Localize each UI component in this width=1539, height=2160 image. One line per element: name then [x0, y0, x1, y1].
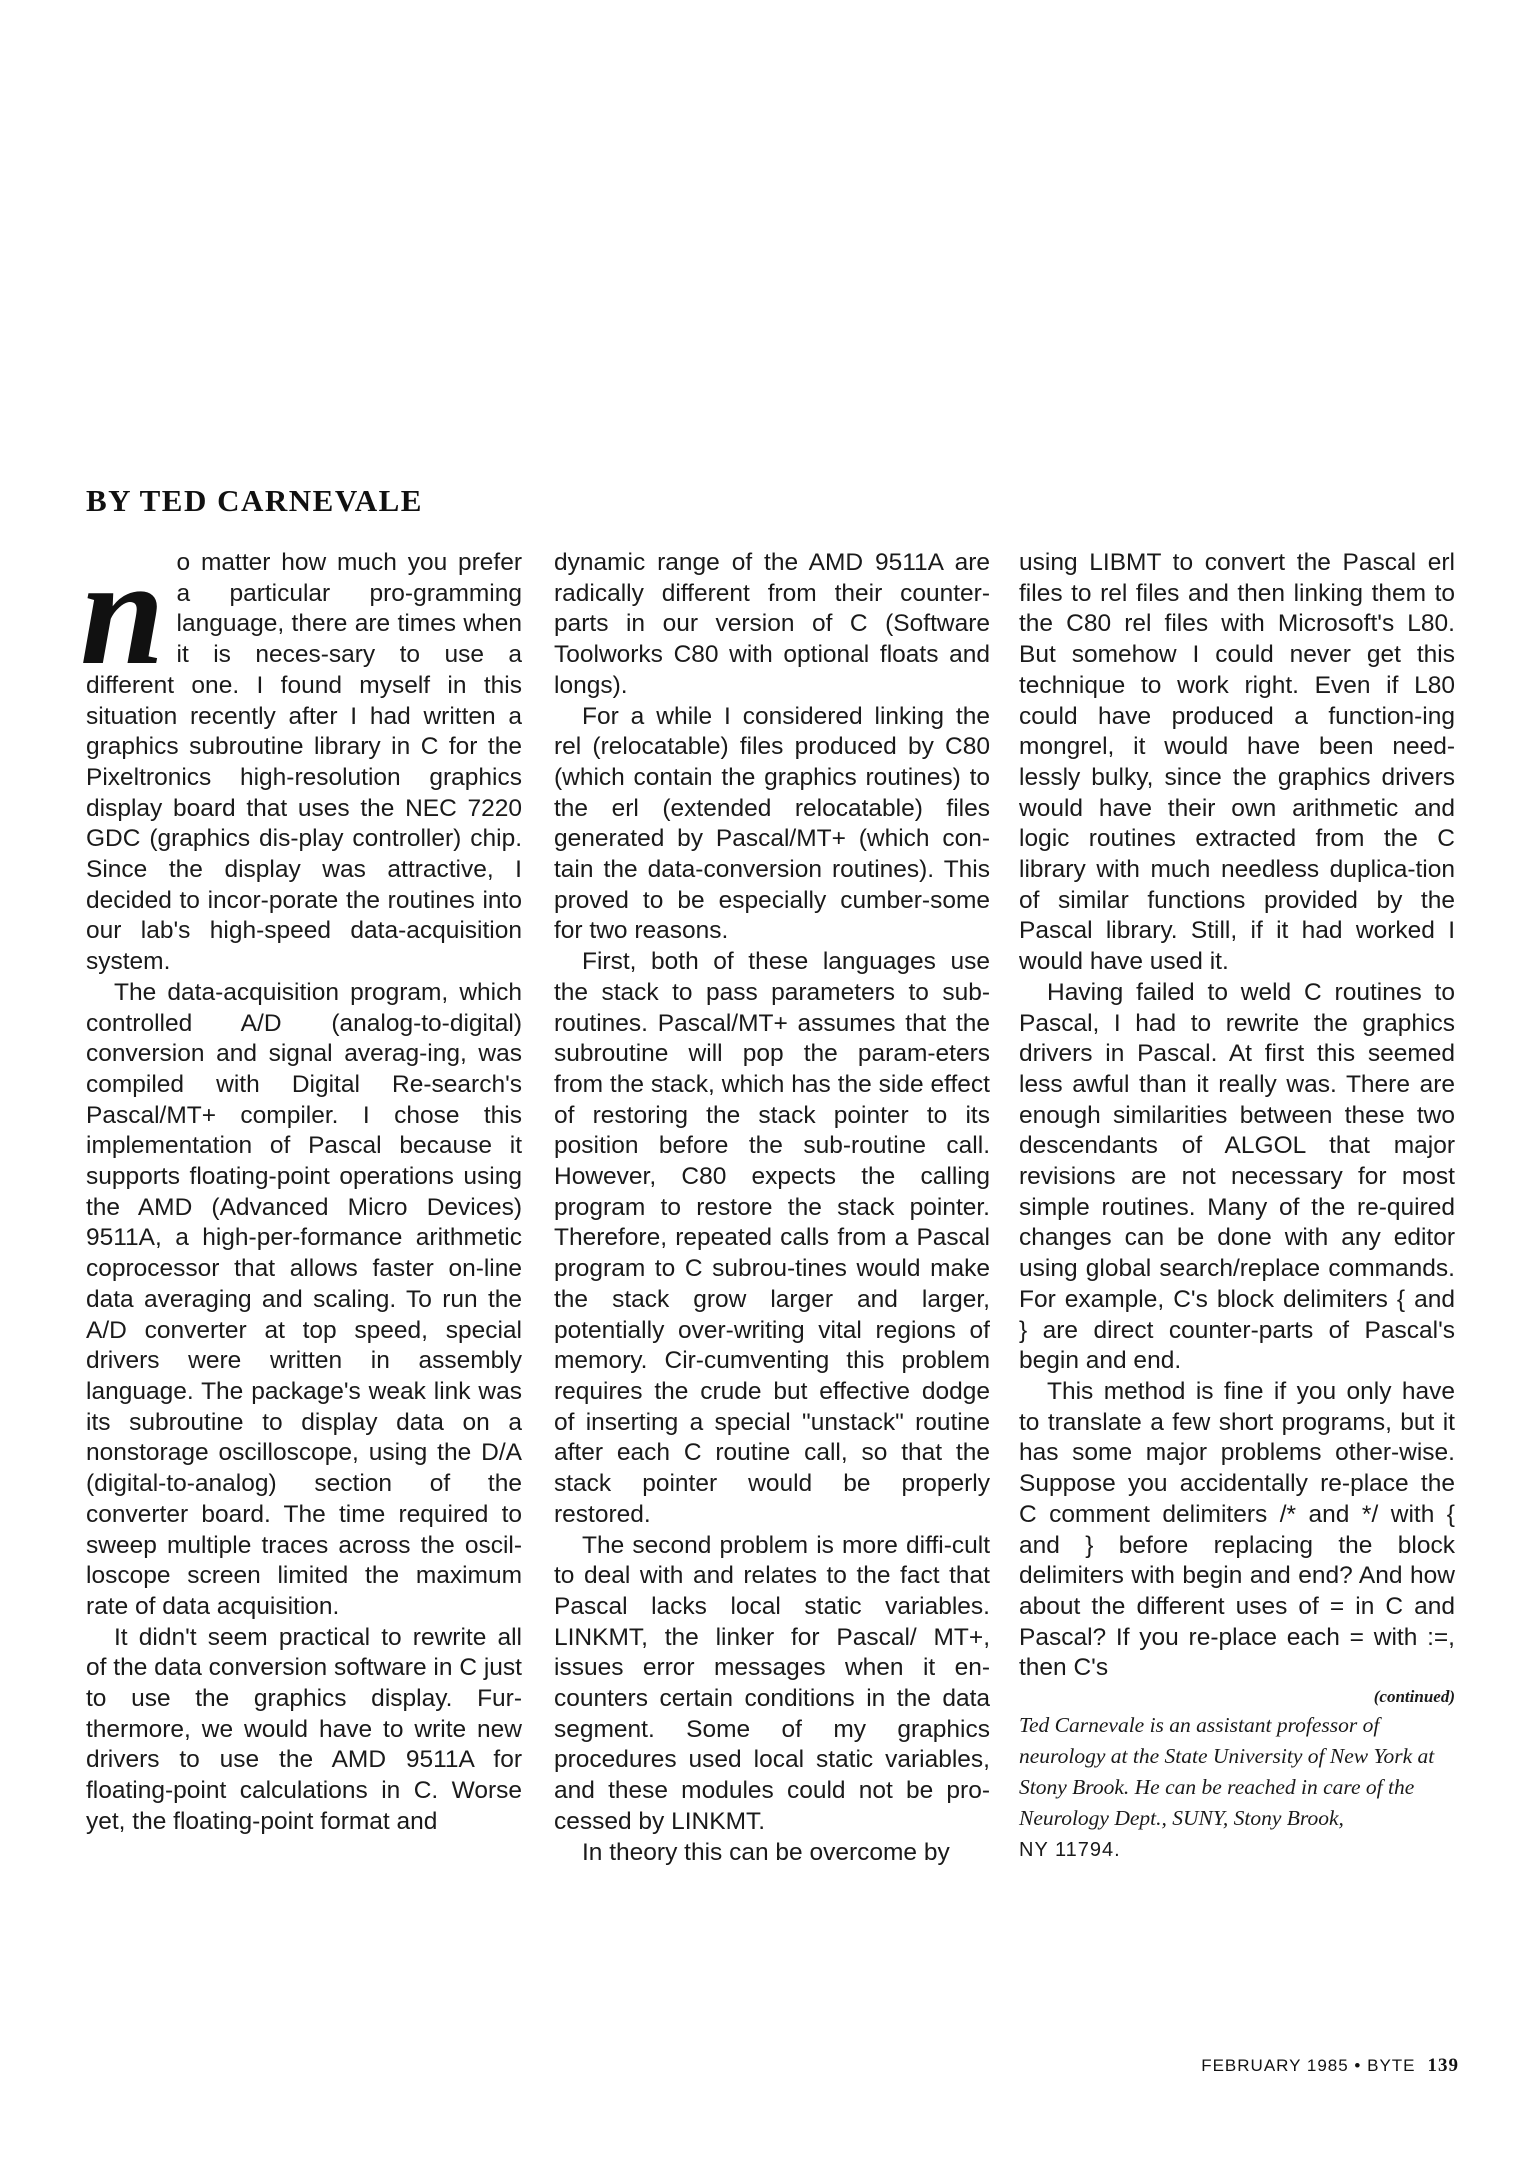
- paragraph-text: o matter how much you prefer a particular pro-gramming language, there are times when it is neces-sary to use a different one. I found myself in this situation recently after I had written a graphics subroutine library in C for the Pixeltronics high-resolution graphics display board that uses the NEC 7220 GDC (graphics dis-play controller) chip. Since the display was attractive, I decided to incor-porate the routines into our lab's high-speed data-acquisition system.: [86, 549, 522, 976]
- drop-cap: n: [80, 528, 165, 696]
- paragraph: The second problem is more diffi-cult to deal with and relates to the fact that Pascal lacks local static variables. LINKMT, the linker for Pascal/ MT+, issues error messages when it en-counters certain conditions in the data segment. Some of my graphics procedures used local static variables, and these modules could not be pro-cessed by LINKMT.: [554, 1531, 990, 1835]
- page-number: 139: [1427, 2055, 1459, 2076]
- article-column-3: [1019, 548, 1455, 1866]
- author-bio: [1019, 1710, 1455, 1866]
- article-column-2: [554, 548, 990, 1868]
- continued-note: (continued): [1373, 1687, 1455, 1707]
- paragraph: [80, 528, 522, 978]
- paragraph: using LIBMT to convert the Pascal erl files to rel files and then linking them to the C80 rel files with Microsoft's L80. But somehow I could never get this technique to work right. Even if L80 could have produced a function-ing mongrel, it would have been need-lessly bulky, since the graphics drivers would have their own arithmetic and logic routines extracted from the C library with much needless duplica-tion of similar functions provided by the Pascal library. Still, if it had worked I would have used it.: [1019, 549, 1455, 976]
- article-column-1: [80, 528, 522, 1838]
- paragraph: It didn't seem practical to rewrite all of the data conversion software in C just to use the graphics display. Fur-thermore, we would have to write new drivers to use the AMD 9511A for floating-point calculations in C. Worse yet, the floating-point format and: [86, 1623, 522, 1835]
- author-bio-text: Ted Carnevale is an assistant professor of neurology at the State University of New York at Stony Brook. He can be reached in care of the Neurology Dept., SUNY, Stony Brook,: [1019, 1713, 1435, 1831]
- paragraph: First, both of these languages use the stack to pass parameters to sub-routines. Pascal/MT+ assumes that the subroutine will pop the param-eters from the stack, which has the side effect of restoring the stack pointer to its position before the sub-routine call. However, C80 expects the calling program to restore the stack pointer. Therefore, repeated calls from a Pascal program to C subrou-tines would make the stack grow larger and larger, potentially over-writing vital regions of memory. Cir-cumventing this problem requires the crude but effective dodge of inserting a special "unstack" routine after each C routine call, so that the stack pointer would be properly restored.: [554, 948, 990, 1528]
- issue-label: FEBRUARY 1985 • BYTE: [1201, 2056, 1416, 2075]
- paragraph: dynamic range of the AMD 9511A are radically different from their counter-parts in our version of C (Software Toolworks C80 with optional floats and longs).: [554, 549, 990, 699]
- page-footer: [1201, 2055, 1459, 2077]
- paragraph: This method is fine if you only have to translate a few short programs, but it has some major problems other-wise. Suppose you accidentally re-place the C comment delimiters /* and */ with { and } before replacing the block delimiters with begin and end? And how about the different uses of = in C and Pascal? If you re-place each = with :=, then C's: [1019, 1377, 1455, 1682]
- paragraph: In theory this can be overcome by: [582, 1838, 950, 1866]
- paragraph: For a while I considered linking the rel (relocatable) files produced by C80 (which contain the graphics routines) to the erl (extended relocatable) files generated by Pascal/MT+ (which con-tain the data-conversion routines). This proved to be especially cumber-some for two reasons.: [554, 702, 990, 945]
- paragraph: The data-acquisition program, which controlled A/D (analog-to-digital) conversion and signal averag-ing, was compiled with Digital Re-search's Pascal/MT+ compiler. I chose this implementation of Pascal because it supports floating-point operations using the AMD (Advanced Micro Devices) 9511A, a high-per-formance arithmetic coprocessor that allows faster on-line data averaging and scaling. To run the A/D converter at top speed, special drivers were written in assembly language. The package's weak link was its subroutine to display data on a nonstorage oscilloscope, using the D/A (digital-to-analog) section of the converter board. The time required to sweep multiple traces across the oscil-loscope screen limited the maximum rate of data acquisition.: [86, 978, 522, 1620]
- author-address: NY 11794.: [1019, 1839, 1121, 1862]
- byline: BY TED CARNEVALE: [86, 483, 423, 518]
- paragraph: Having failed to weld C routines to Pascal, I had to rewrite the graphics drivers in Pascal. At first this seemed less awful than it really was. There are enough similarities between these two descendants of ALGOL that major revisions are not necessary for most simple routines. Many of the re-quired changes can be done with any editor using global search/replace commands. For example, C's block delimiters { and } are direct counter-parts of Pascal's begin and end.: [1019, 978, 1455, 1375]
